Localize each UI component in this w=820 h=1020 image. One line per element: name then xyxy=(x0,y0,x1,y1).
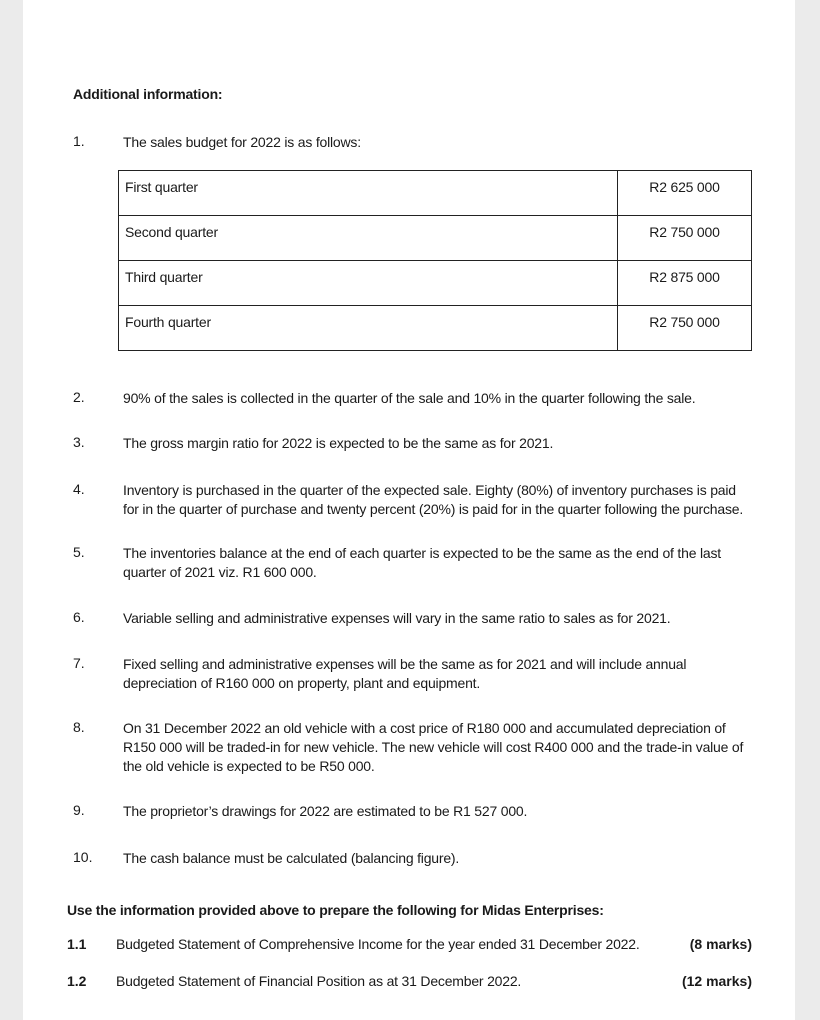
item-number: 3. xyxy=(73,434,85,450)
task-text: Budgeted Statement of Comprehensive Income for the year ended 31 December 2022. xyxy=(116,936,640,952)
item-text: Inventory is purchased in the quarter of the expected sale. Eighty (80%) of inventory purchases is paid for in the quarter of purchase and twenty percent (20%) is paid for in the quarter following the purchase. xyxy=(123,482,744,517)
amount-cell: R2 875 000 xyxy=(618,261,752,306)
item-text: On 31 December 2022 an old vehicle with a cost price of R180 000 and accumulated depreciation of R150 000 will be traded-in for new vehicle. The new vehicle will cost R400 000 and the trade-in value of the old vehicle is expected to be R50 000. xyxy=(123,720,744,774)
section-heading: Additional information: xyxy=(73,86,223,102)
quarter-cell: Fourth quarter xyxy=(119,306,618,351)
document-page xyxy=(23,0,795,1020)
item-text: Variable selling and administrative expenses will vary in the same ratio to sales as for 2021. xyxy=(123,610,671,626)
instruction-text: Use the information provided above to prepare the following for Midas Enterprises: xyxy=(67,902,604,918)
item-text: The cash balance must be calculated (balancing figure). xyxy=(123,850,460,866)
task-text: Budgeted Statement of Financial Position as at 31 December 2022. xyxy=(116,973,522,989)
quarter-cell: First quarter xyxy=(119,171,618,216)
item-text: Fixed selling and administrative expenses will be the same as for 2021 and will include annual depreciation of R160 000 on property, plant and equipment. xyxy=(123,656,687,691)
amount-cell: R2 750 000 xyxy=(618,306,752,351)
table-row xyxy=(119,216,752,261)
item-number: 5. xyxy=(73,544,85,560)
item-number: 7. xyxy=(73,655,85,671)
quarter-cell: Third quarter xyxy=(119,261,618,306)
task-marks: (12 marks) xyxy=(681,973,752,989)
sales-budget-table xyxy=(118,170,752,351)
item-text: The sales budget for 2022 is as follows: xyxy=(123,134,361,150)
item-text: The proprietor’s drawings for 2022 are estimated to be R1 527 000. xyxy=(123,803,528,819)
item-number: 9. xyxy=(73,802,85,818)
item-number: 2. xyxy=(73,389,85,405)
item-number: 10. xyxy=(73,849,93,865)
amount-cell: R2 625 000 xyxy=(618,171,752,216)
task-marks: (8 marks) xyxy=(689,936,752,952)
amount-cell: R2 750 000 xyxy=(618,216,752,261)
task-number: 1.1 xyxy=(67,936,87,952)
item-number: 6. xyxy=(73,609,85,625)
item-number: 4. xyxy=(73,481,85,497)
table-row xyxy=(119,171,752,216)
item-text: The gross margin ratio for 2022 is expected to be the same as for 2021. xyxy=(123,435,554,451)
item-number: 8. xyxy=(73,719,85,735)
item-number: 1. xyxy=(73,133,85,149)
quarter-cell: Second quarter xyxy=(119,216,618,261)
item-text: 90% of the sales is collected in the quarter of the sale and 10% in the quarter following the sale. xyxy=(123,390,696,406)
table-row xyxy=(119,306,752,351)
table-row xyxy=(119,261,752,306)
task-number: 1.2 xyxy=(67,973,87,989)
item-text: The inventories balance at the end of each quarter is expected to be the same as the end of the last quarter of 2021 viz. R1 600 000. xyxy=(123,545,721,580)
